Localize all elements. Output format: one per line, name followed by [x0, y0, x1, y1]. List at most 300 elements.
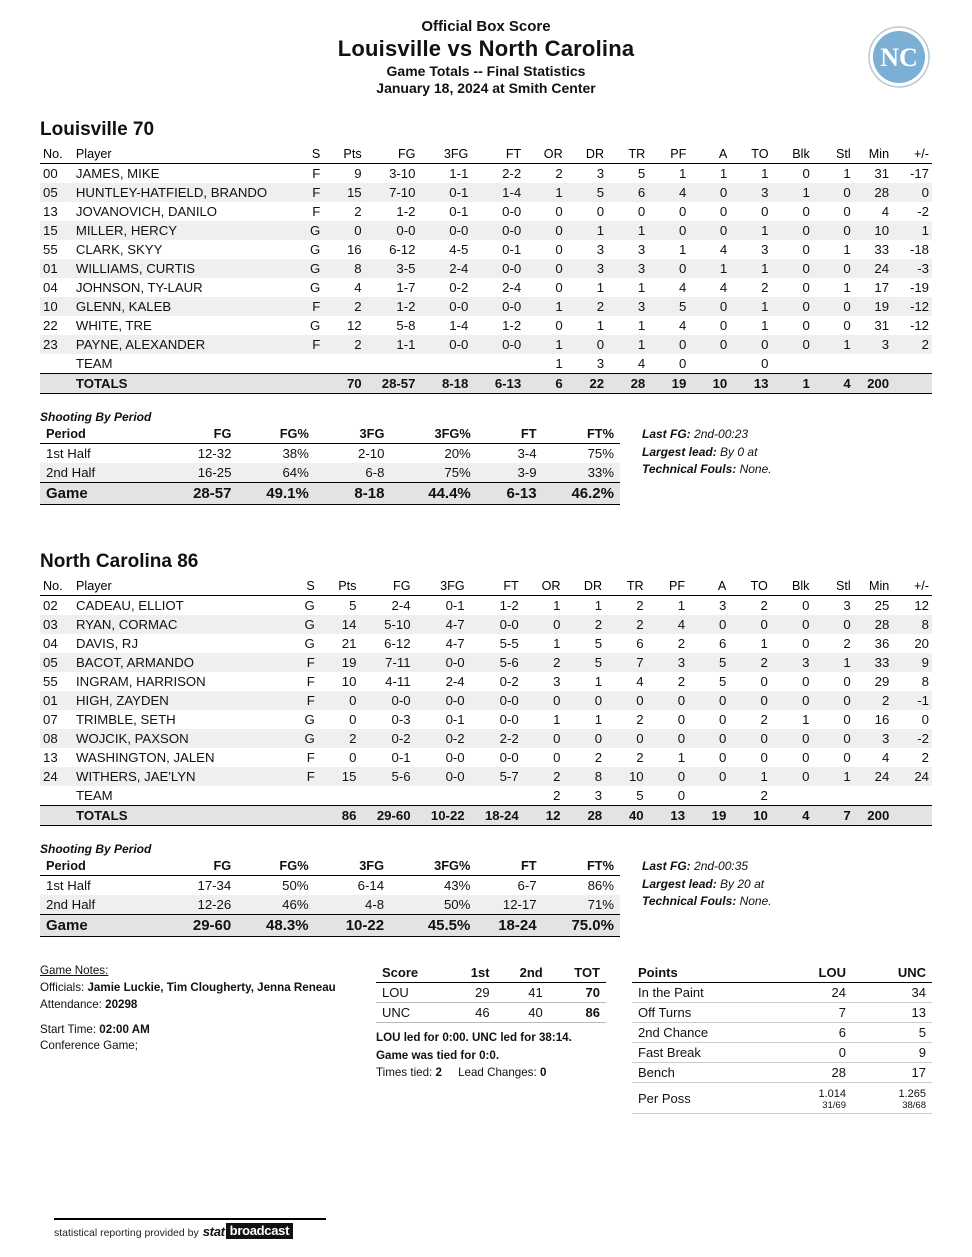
cell-3fg: 2-4	[445, 674, 465, 690]
cell-lou: 28	[772, 1063, 852, 1083]
cell-s: G	[304, 636, 315, 652]
table-row	[40, 672, 932, 691]
cell-or: 0	[522, 691, 564, 710]
cell-s: F	[312, 166, 321, 182]
cell-ft: 3-4	[517, 446, 537, 462]
cell-blk: 0	[772, 221, 813, 240]
cell-stl: 0	[812, 691, 853, 710]
cell-stl: 1	[843, 280, 851, 296]
cell-no: 04	[43, 636, 58, 652]
cell-min: 3	[854, 335, 892, 354]
cell-player: CLARK, SKYY	[75, 242, 163, 258]
cell-period: Game	[40, 915, 153, 937]
table-row	[40, 729, 932, 748]
cell-pm: -18	[909, 242, 929, 258]
cell-pts: 2	[323, 335, 364, 354]
table-row	[40, 615, 932, 634]
cell-pm: -2	[917, 204, 929, 220]
cell-s: G	[309, 242, 321, 258]
cell-tr: 4	[607, 354, 648, 374]
col-tr: TR	[607, 146, 648, 164]
col-to: TO	[730, 146, 771, 164]
cell-or: 6	[524, 374, 565, 394]
last-fg-label: Last FG:	[642, 859, 691, 874]
table-row	[40, 297, 932, 316]
cell-ft: 0-0	[468, 615, 522, 634]
col-player: Player	[73, 578, 293, 596]
col-period: Period	[40, 857, 153, 876]
cell-stl: 2	[843, 636, 851, 652]
officials-label: Officials:	[40, 981, 85, 995]
cell-no: 03	[40, 615, 73, 634]
cell-a: 0	[689, 335, 730, 354]
cell-player: WHITE, TRE	[75, 318, 152, 334]
cell-dr: 5	[594, 636, 603, 652]
technical-fouls-value: None.	[739, 894, 772, 909]
cell-a: 0	[688, 767, 729, 786]
cell-or: 12	[522, 806, 564, 826]
cell-pts: 14	[318, 615, 360, 634]
cell-ft: 6-13	[477, 483, 543, 505]
cell-tr: 1	[607, 221, 648, 240]
cell-blk: 0	[802, 204, 810, 220]
table-row	[40, 240, 932, 259]
cell-dr: 2	[594, 750, 603, 766]
cell-pts: 15	[318, 767, 360, 786]
cell-period: 2nd Half	[40, 463, 153, 483]
cell-lou: 0	[772, 1043, 852, 1063]
cell-a: 19	[688, 806, 729, 826]
document-header	[40, 18, 932, 97]
col-blk: Blk	[771, 578, 813, 596]
cell-pts: 0	[349, 712, 357, 728]
cell-dr: 1	[594, 674, 603, 690]
cell-stl: 0	[813, 183, 854, 202]
cell-player: RYAN, CORMAC	[73, 615, 293, 634]
cell-period: 1st Half	[46, 446, 91, 462]
table-header-row	[376, 963, 606, 983]
cell-s: F	[293, 767, 318, 786]
cell-pm: 20	[914, 636, 929, 652]
cell-ft: 3-9	[477, 463, 543, 483]
cell-pm: -2	[892, 729, 932, 748]
cell-stl: 1	[843, 166, 851, 182]
cell-blk: 0	[802, 166, 810, 182]
cell-or: 2	[555, 166, 563, 182]
cell-2nd: 40	[496, 1003, 549, 1023]
col-a: A	[688, 578, 729, 596]
cell-period: Game	[40, 483, 153, 505]
lead-changes-value: 0	[539, 1066, 547, 1080]
start-time-value: 02:00 AM	[99, 1022, 150, 1036]
col-3fgpct: 3FG%	[390, 857, 476, 876]
north-carolina-logo-icon	[868, 26, 930, 88]
shooting-by-period-louisville	[40, 410, 932, 505]
table-row	[40, 444, 620, 464]
table-row-game-total	[40, 915, 620, 937]
cell-tr: 2	[636, 712, 644, 728]
col-3fg: 3FG	[418, 146, 471, 164]
cell-player: WASHINGTON, JALEN	[76, 750, 215, 766]
cell-pm: -17	[909, 166, 929, 182]
cell-no: 13	[43, 204, 58, 220]
cell-3fg: 10-22	[315, 915, 391, 937]
page-footer	[40, 1218, 932, 1239]
header-line-2: Louisville vs North Carolina	[337, 36, 635, 62]
table-row	[40, 221, 932, 240]
col-lou: LOU	[772, 963, 852, 983]
cell-pf: 3	[647, 653, 688, 672]
col-blk: Blk	[772, 146, 813, 164]
cell-fg: 29-60	[153, 915, 237, 937]
cell-tr: 1	[637, 318, 646, 334]
cell-unc: 5	[852, 1023, 932, 1043]
table-row	[40, 895, 620, 915]
table-row	[632, 983, 932, 1003]
cell-ft: 0-2	[499, 674, 519, 690]
cell-label: Per Poss	[632, 1083, 772, 1114]
cell-tot: 86	[549, 1003, 606, 1023]
cell-a: 5	[688, 653, 729, 672]
cell-min: 31	[874, 166, 890, 182]
cell-player: CADEAU, ELLIOT	[76, 598, 184, 614]
cell-3fg: 8-18	[418, 374, 471, 394]
shooting-caption: Shooting By Period	[40, 842, 152, 857]
cell-min: 3	[854, 729, 893, 748]
col-plusminus: +/-	[892, 146, 932, 164]
cell-ft: 1-4	[471, 183, 524, 202]
cell-3fg: 0-0	[414, 653, 468, 672]
cell-3fg: 0-1	[445, 598, 465, 614]
cell-pf: 4	[679, 318, 687, 334]
per-poss-unc: 1.265	[898, 1088, 926, 1101]
table-row	[40, 463, 620, 483]
cell-pm: 8	[892, 615, 932, 634]
cell-blk: 0	[802, 636, 810, 652]
cell-pts: 70	[323, 374, 364, 394]
cell-ft: 0-0	[471, 335, 524, 354]
cell-a: 0	[689, 183, 730, 202]
cell-lou: 24	[772, 983, 852, 1003]
col-ft: FT	[471, 146, 524, 164]
cell-lou-perposs	[772, 1083, 852, 1114]
col-stl: Stl	[813, 146, 854, 164]
cell-s: F	[312, 204, 321, 220]
col-fg: FG	[359, 578, 413, 596]
table-header-row	[40, 425, 620, 444]
cell-pts: 5	[349, 598, 357, 614]
cell-or: 3	[553, 674, 561, 690]
shooting-by-period-north-carolina	[40, 842, 932, 937]
cell-s: F	[299, 297, 324, 316]
cell-s: G	[299, 221, 324, 240]
cell-a: 0	[689, 297, 730, 316]
cell-player: GLENN, KALEB	[73, 297, 299, 316]
cell-tr: 6	[636, 636, 644, 652]
last-fg-value: 2nd-00:35	[694, 859, 749, 874]
side-notes-louisville	[642, 410, 772, 505]
col-dr: DR	[566, 146, 607, 164]
col-or: OR	[524, 146, 565, 164]
cell-pts: 2	[318, 729, 360, 748]
cell-a: 0	[688, 615, 729, 634]
cell-to: 0	[760, 674, 768, 690]
cell-pf: 0	[647, 729, 688, 748]
cell-stl: 1	[843, 242, 851, 258]
cell-stl: 0	[843, 204, 851, 220]
cell-3fg: 4-7	[445, 636, 465, 652]
cell-3fg: 0-0	[418, 335, 471, 354]
cell-or: 0	[555, 318, 563, 334]
cell-or: 0	[555, 204, 563, 220]
cell-s: G	[293, 615, 318, 634]
cell-no: 00	[43, 166, 58, 182]
cell-s: G	[309, 318, 321, 334]
cell-3fg: 0-0	[418, 221, 471, 240]
col-points: Points	[632, 963, 772, 983]
cell-a: 0	[719, 318, 728, 334]
largest-lead-value: By 0 at	[720, 444, 758, 459]
col-pts: Pts	[323, 146, 364, 164]
cell-3fg: 4-8	[315, 895, 391, 915]
cell-no: 08	[40, 729, 73, 748]
cell-fgpct: 64%	[237, 463, 314, 483]
cell-ft: 2-4	[502, 280, 522, 296]
cell-pf: 0	[648, 335, 689, 354]
score-notes	[376, 1029, 606, 1081]
cell-fg: 12-26	[153, 895, 237, 915]
cell-ftpct: 75%	[587, 446, 614, 462]
lead-changes-label: Lead Changes:	[458, 1066, 537, 1080]
cell-tr: 3	[607, 297, 648, 316]
cell-fg: 16-25	[153, 463, 237, 483]
cell-blk: 0	[802, 598, 810, 614]
cell-or: 2	[522, 786, 564, 806]
cell-tr: 28	[607, 374, 648, 394]
cell-or: 1	[524, 297, 565, 316]
cell-ft: 0-0	[499, 712, 519, 728]
col-plusminus: +/-	[892, 578, 932, 596]
per-poss-lou: 1.014	[818, 1088, 846, 1101]
cell-1st: 29	[449, 983, 496, 1003]
col-1st: 1st	[449, 963, 496, 983]
cell-stl: 0	[843, 318, 851, 334]
col-min: Min	[854, 578, 893, 596]
cell-ft: 6-13	[471, 374, 524, 394]
cell-fg: 2-4	[391, 598, 411, 614]
table-row	[40, 710, 932, 729]
col-3fg: 3FG	[315, 857, 391, 876]
cell-blk: 0	[772, 335, 813, 354]
cell-pf: 0	[679, 204, 687, 220]
score-table	[376, 963, 606, 1023]
cell-pf: 1	[679, 166, 687, 182]
cell-3fg: 0-0	[445, 750, 465, 766]
cell-tr: 2	[636, 750, 644, 766]
cell-ft: 0-0	[502, 204, 522, 220]
header-line-1: Official Box Score	[421, 18, 551, 35]
cell-fg: 5-6	[359, 767, 413, 786]
col-s: S	[293, 578, 318, 596]
cell-ft: 1-2	[499, 598, 519, 614]
table-row	[40, 335, 932, 354]
cell-pts: 8	[323, 259, 364, 278]
col-no: No.	[40, 146, 73, 164]
cell-min: 24	[854, 259, 892, 278]
table-row-game-total	[40, 483, 620, 505]
cell-min: 200	[854, 374, 892, 394]
cell-pf: 2	[677, 636, 686, 652]
cell-min: 17	[874, 280, 890, 296]
cell-tr: 0	[637, 204, 646, 220]
table-header-row	[632, 963, 932, 983]
cell-stl: 1	[812, 767, 853, 786]
cell-fgpct: 48.3%	[237, 915, 314, 937]
cell-totals-label: TOTALS	[73, 374, 299, 394]
cell-or: 2	[522, 653, 564, 672]
cell-fg: 0-0	[365, 221, 419, 240]
cell-a: 0	[718, 712, 727, 728]
cell-blk: 0	[772, 297, 813, 316]
cell-player: DAVIS, RJ	[76, 636, 139, 652]
cell-no: 07	[43, 712, 58, 728]
cell-blk: 1	[772, 374, 813, 394]
cell-fg: 3-5	[365, 259, 419, 278]
col-score: Score	[376, 963, 449, 983]
cell-to: 2	[729, 653, 771, 672]
cell-tr: 1	[607, 335, 648, 354]
cell-tr: 2	[605, 615, 647, 634]
cell-fg: 28-57	[153, 483, 237, 505]
cell-dr: 1	[594, 712, 603, 728]
cell-2nd: 41	[496, 983, 549, 1003]
cell-3fg: 1-4	[449, 318, 469, 334]
cell-s: F	[306, 750, 315, 766]
cell-ft: 1-2	[502, 318, 522, 334]
cell-dr: 3	[596, 242, 605, 258]
cell-ft: 5-5	[499, 636, 519, 652]
cell-blk: 0	[771, 767, 813, 786]
cell-dr: 5	[566, 183, 607, 202]
cell-no: 15	[40, 221, 73, 240]
cell-ft: 5-6	[468, 653, 522, 672]
cell-no: 02	[43, 598, 58, 614]
cell-dr: 3	[596, 166, 605, 182]
cell-a: 3	[718, 598, 727, 614]
cell-or: 1	[553, 598, 561, 614]
cell-team-label: TEAM	[73, 786, 293, 806]
col-stl: Stl	[812, 578, 853, 596]
statbroadcast-broadcast: broadcast	[226, 1223, 293, 1239]
cell-ft: 0-0	[471, 221, 524, 240]
cell-3fg: 0-1	[445, 712, 465, 728]
statbroadcast-stat: stat	[202, 1223, 225, 1239]
table-row	[40, 653, 932, 672]
col-fg: FG	[365, 146, 419, 164]
per-poss-unc-sub: 38/68	[902, 1100, 926, 1112]
cell-blk: 3	[771, 653, 813, 672]
cell-or: 1	[553, 712, 561, 728]
cell-player: WILLIAMS, CURTIS	[73, 259, 299, 278]
col-ftpct: FT%	[543, 857, 620, 876]
col-or: OR	[522, 578, 564, 596]
cell-fg: 17-34	[197, 878, 232, 894]
cell-s: G	[304, 712, 315, 728]
cell-pf: 0	[648, 259, 689, 278]
cell-team: UNC	[376, 1003, 449, 1023]
cell-3fg: 0-1	[418, 183, 471, 202]
per-poss-lou-sub: 31/69	[822, 1100, 846, 1112]
cell-dr: 3	[566, 354, 607, 374]
cell-stl: 7	[812, 806, 853, 826]
cell-dr: 1	[594, 598, 603, 614]
technical-fouls-value: None.	[739, 462, 772, 477]
cell-tr: 7	[605, 653, 647, 672]
cell-stl: 0	[813, 259, 854, 278]
largest-lead-value: By 20 at	[720, 876, 765, 891]
cell-ft: 0-0	[468, 691, 522, 710]
cell-3fg: 10-22	[414, 806, 468, 826]
table-row	[40, 596, 932, 616]
cell-stl: 0	[812, 615, 853, 634]
col-2nd: 2nd	[496, 963, 549, 983]
cell-dr: 0	[563, 729, 605, 748]
cell-fg: 0-3	[391, 712, 411, 728]
cell-pf: 0	[647, 786, 688, 806]
cell-stl: 1	[812, 653, 853, 672]
cell-a: 0	[688, 691, 729, 710]
cell-fgpct: 49.1%	[237, 483, 314, 505]
cell-player: JOVANOVICH, DANILO	[75, 204, 218, 220]
cell-label: Bench	[632, 1063, 772, 1083]
cell-no: 05	[40, 183, 73, 202]
cell-no: 55	[43, 674, 58, 690]
cell-s: F	[299, 335, 324, 354]
cell-to: 1	[730, 297, 771, 316]
team-title-louisville: Louisville 70	[40, 119, 155, 141]
cell-or: 0	[553, 750, 561, 766]
cell-s: G	[299, 259, 324, 278]
col-to: TO	[729, 578, 771, 596]
table-row	[376, 1003, 606, 1023]
svg-text:NC: NC	[880, 43, 918, 72]
cell-3fg: 4-7	[414, 615, 468, 634]
cell-fg: 7-11	[359, 653, 413, 672]
bottom-section	[40, 963, 932, 1114]
cell-to: 1	[730, 221, 771, 240]
cell-ft: 18-24	[476, 915, 542, 937]
cell-stl: 0	[843, 674, 851, 690]
cell-dr: 0	[566, 335, 607, 354]
col-ftpct: FT%	[543, 425, 620, 444]
cell-pf: 4	[647, 615, 688, 634]
cell-pf: 0	[648, 221, 689, 240]
cell-pf: 1	[679, 242, 687, 258]
col-fgpct: FG%	[237, 857, 314, 876]
table-row	[632, 1003, 932, 1023]
cell-s: F	[306, 674, 315, 690]
cell-dr: 28	[563, 806, 605, 826]
cell-3fg: 6-14	[357, 878, 385, 894]
cell-stl: 0	[813, 297, 854, 316]
cell-pf: 4	[648, 183, 689, 202]
cell-ftpct: 75.0%	[543, 915, 620, 937]
cell-3fg: 0-0	[414, 767, 468, 786]
cell-pm: 1	[892, 221, 932, 240]
col-pf: PF	[648, 146, 689, 164]
cell-dr: 22	[566, 374, 607, 394]
cell-lou: 7	[772, 1003, 852, 1023]
